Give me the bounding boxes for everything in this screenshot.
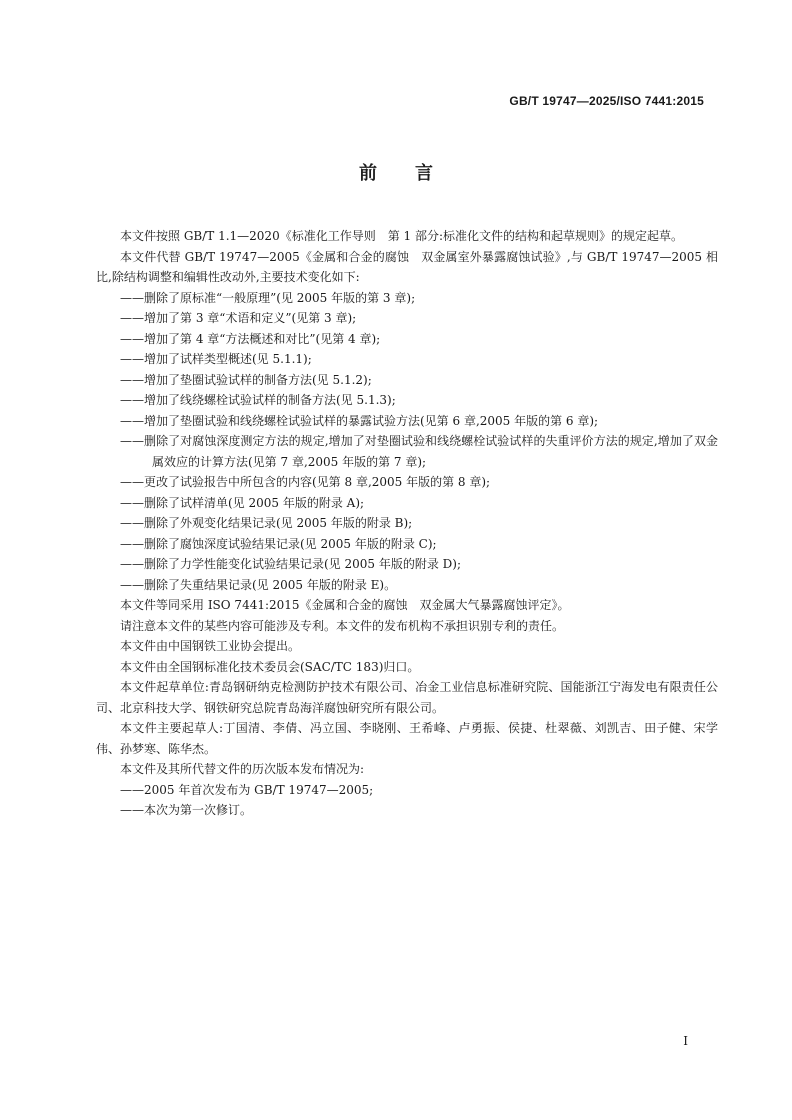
list-item: ——删除了腐蚀深度试验结果记录(见 2005 年版的附录 C);: [120, 536, 437, 551]
list-item: ——2005 年首次发布为 GB/T 19747—2005;: [120, 782, 374, 797]
list-item: ——增加了垫圈试验试样的制备方法(见 5.1.2);: [120, 372, 372, 387]
list-item: ——删除了原标准“一般原理”(见 2005 年版的第 3 章);: [120, 290, 416, 305]
list-item: ——删除了对腐蚀深度测定方法的规定,增加了对垫圈试验和线绕螺栓试验试样的失重评价方法的规定,增加了双金属效应的计算方法(见第 7 章,2005 年版的第 7 章);: [120, 434, 718, 469]
paragraph-history-intro: 本文件及其所代替文件的历次版本发布情况为:: [120, 762, 365, 776]
paragraph-patent-notice: 请注意本文件的某些内容可能涉及专利。本文件的发布机构不承担识别专利的责任。: [120, 618, 565, 633]
list-item: ——更改了试验报告中所包含的内容(见第 8 章,2005 年版的第 8 章);: [120, 475, 491, 489]
standard-code-header: GB/T 19747—2025/ISO 7441:2015: [509, 94, 704, 108]
list-item: ——增加了垫圈试验和线绕螺栓试验试样的暴露试验方法(见第 6 章,2005 年版的第 6 章);: [120, 413, 599, 428]
paragraph-drafting-units: 本文件起草单位:青岛钢研纳克检测防护技术有限公司、冶金工业信息标准研究院、国能浙江宁海发电有限责任公司、北京科技大学、钢铁研究总院青岛海洋腐蚀研究所有限公司。: [96, 680, 718, 715]
paragraph-drafting-rules: 本文件按照 GB/T 1.1—2020《标准化工作导则 第 1 部分:标准化文件的结构和起草规则》的规定起草。: [120, 229, 684, 243]
changes-list: [96, 288, 718, 596]
paragraph-drafters: 本文件主要起草人:丁国清、李倩、冯立国、李晓刚、王希峰、卢勇振、侯捷、杜翠薇、刘凯吉、田子健、宋学伟、孙梦寒、陈华杰。: [96, 721, 718, 756]
list-item: ——增加了第 3 章“术语和定义”(见第 3 章);: [120, 311, 357, 325]
list-item: ——删除了失重结果记录(见 2005 年版的附录 E)。: [120, 577, 397, 592]
history-list: [96, 780, 718, 821]
list-item: ——增加了线绕螺栓试验试样的制备方法(见 5.1.3);: [120, 393, 396, 407]
list-item: ——删除了外观变化结果记录(见 2005 年版的附录 B);: [120, 516, 413, 530]
list-item: ——增加了试样类型概述(见 5.1.1);: [120, 352, 312, 366]
page-number: I: [683, 1034, 688, 1048]
list-item: ——增加了第 4 章“方法概述和对比”(见第 4 章);: [120, 331, 381, 346]
document-body: [96, 226, 718, 821]
paragraph-proposer: 本文件由中国钢铁工业协会提出。: [120, 639, 301, 653]
paragraph-replacement: 本文件代替 GB/T 19747—2005《金属和合金的腐蚀 双金属室外暴露腐蚀试验》,与 GB/T 19747—2005 相比,除结构调整和编辑性改动外,主要技术变化如下:: [96, 249, 718, 284]
list-item: ——本次为第一次修订。: [120, 803, 253, 817]
paragraph-iso-adoption: 本文件等同采用 ISO 7441:2015《金属和合金的腐蚀 双金属大气暴露腐蚀评定》。: [120, 598, 570, 612]
page-title: 前言: [359, 163, 471, 184]
list-item: ——删除了试样清单(见 2005 年版的附录 A);: [120, 495, 365, 510]
list-item: ——删除了力学性能变化试验结果记录(见 2005 年版的附录 D);: [120, 557, 462, 571]
paragraph-committee: 本文件由全国钢标准化技术委员会(SAC/TC 183)归口。: [120, 659, 420, 674]
